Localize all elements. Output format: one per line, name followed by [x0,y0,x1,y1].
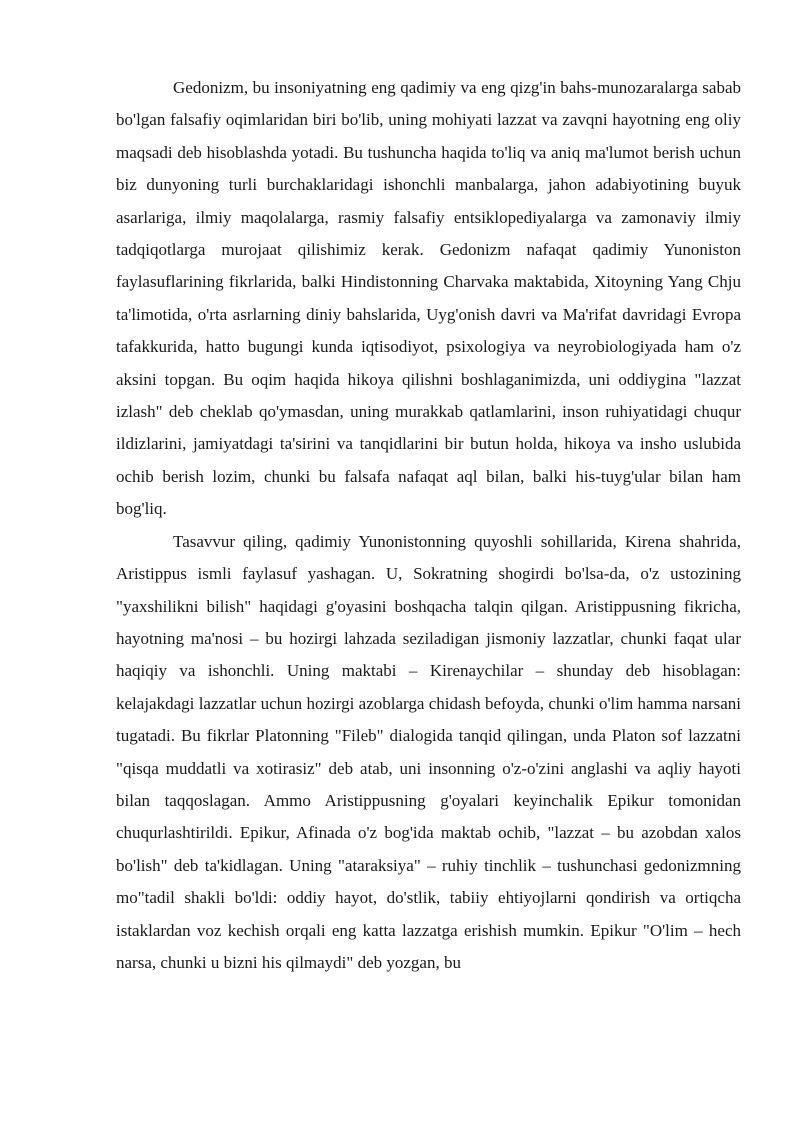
paragraph-aristippus: Tasavvur qiling, qadimiy Yunonistonning quyoshli sohillarida, Kirena shahrida, Aristippus ismli faylasuf yashagan. U, Sokratning shogirdi bo'lsa-da, o'z ustozining "yaxshilikni bilish" haqidagi g'oyasini boshqacha talqin qilgan. Aristippusning fikricha, hayotning ma'nosi – bu hozirgi lahzada seziladigan jismoniy lazzatlar, chunki faqat ular haqiqiy va ishonchli. Uning maktabi – Kirenaychilar – shunday deb hisoblagan: kelajakdagi lazzatlar uchun hozirgi azoblarga chidash befoyda, chunki o'lim hamma narsani tugatadi. Bu fikrlar Platonning "Fileb" dialogida tanqid qilingan, unda Platon sof lazzatni "qisqa muddatli va xotirasiz" deb atab, uni insonning o'z-o'zini anglashi va aqliy hayoti bilan taqqoslagan. Ammo Aristippusning g'oyalari keyinchalik Epikur tomonidan chuqurlashtirildi. Epikur, Afinada o'z bog'ida maktab ochib, "lazzat – bu azobdan xalos bo'lish" deb ta'kidlagan. Uning "ataraksiya" – ruhiy tinchlik – tushunchasi gedonizmning mo"tadil shakli bo'ldi: oddiy hayot, do'stlik, tabiiy ehtiyojlarni qondirish va ortiqcha istaklardan voz kechish orqali eng katta lazzatga erishish mumkin. Epikur "O'lim – hech narsa, chunki u bizni his qilmaydi" deb yozgan, bu [116,531,741,972]
document-page [116,72,741,979]
paragraph-intro: Gedonizm, bu insoniyatning eng qadimiy va eng qizg'in bahs-munozaralarga sabab bo'lgan falsafiy oqimlaridan biri bo'lib, uning mohiyati lazzat va zavqni hayotning eng oliy maqsadi deb hisoblashda yotadi. Bu tushuncha haqida to'liq va aniq ma'lumot berish uchun biz dunyoning turli burchaklaridagi ishonchli manbalarga, jahon adabiyotining buyuk asarlariga, ilmiy maqolalarga, rasmiy falsafiy entsiklopediyalarga va zamonaviy ilmiy tadqiqotlarga murojaat qilishimiz kerak. Gedonizm nafaqat qadimiy Yunoniston faylasuflarining fikrlarida, balki Hindistonning Charvaka maktabida, Xitoyning Yang Chju ta'limotida, o'rta asrlarning diniy bahslarida, Uyg'onish davri va Ma'rifat davridagi Evropa tafakkurida, hatto bugungi kunda iqtisodiyot, psixologiya va neyrobiologiyada ham o'z aksini topgan. Bu oqim haqida hikoya qilishni boshlaganimizda, uni oddiygina "lazzat izlash" deb cheklab qo'ymasdan, uning murakkab qatlamlarini, inson ruhiyatidagi chuqur ildizlarini, jamiyatdagi ta'sirini va tanqidlarini bir butun holda, hikoya va insho uslubida ochib berish lozim, chunki bu falsafa nafaqat aql bilan, balki his-tuyg'ular bilan ham bog'liq. [116,78,741,519]
